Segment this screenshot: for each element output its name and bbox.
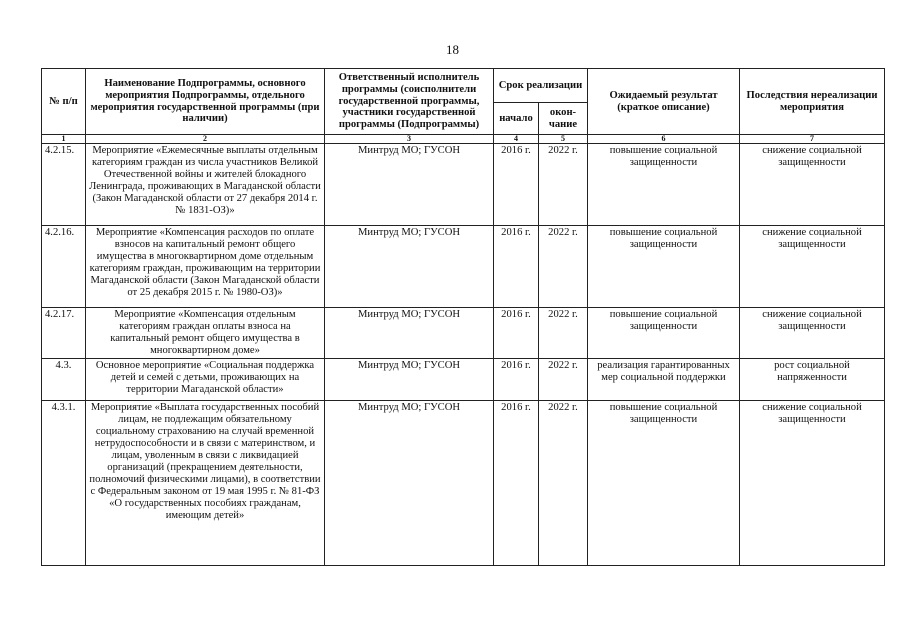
- header-term: Срок реализации: [494, 69, 588, 103]
- header-end: окон-чание: [539, 103, 588, 135]
- row-name: Мероприятие «Ежемесячные выплаты отдельным категориям граждан из числа участников Великой Отечественной войны и жителей блокадного Ленинграда, проживающих в Магаданской области (Закон Магаданской области от 27 декабря 2014 г. № 1831-ОЗ)»: [86, 144, 325, 226]
- row-consequences: рост социальной напряженности: [740, 358, 885, 400]
- row-consequences: снижение социальной защищенности: [740, 144, 885, 226]
- row-number: 4.2.17.: [42, 308, 86, 359]
- row-executor: Минтруд МО; ГУСОН: [325, 400, 494, 565]
- row-result: повышение социальной защищенности: [588, 400, 740, 565]
- row-result: реализация гарантированных мер социальной поддержки: [588, 358, 740, 400]
- row-name: Мероприятие «Компенсация отдельным категориям граждан оплаты взноса на капитальный ремонт общего имущества в многоквартирном доме»: [86, 308, 325, 359]
- row-name: Основное мероприятие «Социальная поддержка детей и семей с детьми, проживающих на территории Магаданской области»: [86, 358, 325, 400]
- table-body: [42, 144, 885, 566]
- row-consequences: снижение социальной защищенности: [740, 400, 885, 565]
- row-name: Мероприятие «Выплата государственных пособий лицам, не подлежащим обязательному социальному страхованию на случай временной нетрудоспособности и в связи с материнством, и лицам, уволенным в связи с ликвидацией организаций (прекращением деятельности, полномочий физическими лицами), в соответствии с Федеральным законом от 19 мая 1995 г. № 81-ФЗ «О государственных пособиях гражданам, имеющим детей»: [86, 400, 325, 565]
- row-number: 4.3.: [42, 358, 86, 400]
- column-number: 2: [86, 135, 325, 144]
- row-start: 2016 г.: [494, 358, 539, 400]
- header-result: Ожидаемый результат (краткое описание): [588, 69, 740, 135]
- row-executor: Минтруд МО; ГУСОН: [325, 226, 494, 308]
- row-number: 4.2.16.: [42, 226, 86, 308]
- table-row: [42, 144, 885, 226]
- row-start: 2016 г.: [494, 144, 539, 226]
- row-number: 4.3.1.: [42, 400, 86, 565]
- row-end: 2022 г.: [539, 226, 588, 308]
- table-header: [42, 69, 885, 144]
- table-row: [42, 308, 885, 359]
- column-number: 6: [588, 135, 740, 144]
- table-row: [42, 400, 885, 565]
- row-start: 2016 г.: [494, 308, 539, 359]
- header-num: № п/п: [42, 69, 86, 135]
- column-number: 5: [539, 135, 588, 144]
- column-number: 4: [494, 135, 539, 144]
- column-number: 7: [740, 135, 885, 144]
- row-consequences: снижение социальной защищенности: [740, 308, 885, 359]
- row-result: повышение социальной защищенности: [588, 144, 740, 226]
- row-end: 2022 г.: [539, 144, 588, 226]
- column-number-row: [42, 135, 885, 144]
- page-number: 18: [446, 42, 459, 57]
- row-start: 2016 г.: [494, 226, 539, 308]
- row-end: 2022 г.: [539, 358, 588, 400]
- row-executor: Минтруд МО; ГУСОН: [325, 358, 494, 400]
- row-end: 2022 г.: [539, 308, 588, 359]
- header-start: начало: [494, 103, 539, 135]
- column-number: 3: [325, 135, 494, 144]
- row-number: 4.2.15.: [42, 144, 86, 226]
- row-result: повышение социальной защищенности: [588, 308, 740, 359]
- row-executor: Минтруд МО; ГУСОН: [325, 144, 494, 226]
- header-executor: Ответственный исполнитель программы (соисполнители государственной программы, участники государственной программы (Подпрограммы): [325, 69, 494, 135]
- row-name: Мероприятие «Компенсация расходов по оплате взносов на капитальный ремонт общего имущества в многоквартирном доме отдельным категориям граждан, проживающим на территории Магаданской области (Закон Магаданской области от 25 декабря 2015 г. № 1980-ОЗ)»: [86, 226, 325, 308]
- row-end: 2022 г.: [539, 400, 588, 565]
- row-consequences: снижение социальной защищенности: [740, 226, 885, 308]
- table-row: [42, 358, 885, 400]
- header-consequences: Последствия нереализации мероприятия: [740, 69, 885, 135]
- header-name: Наименование Подпрограммы, основного мероприятия Подпрограммы, отдельного мероприятия государственной программы (при наличии): [86, 69, 325, 135]
- row-start: 2016 г.: [494, 400, 539, 565]
- row-result: повышение социальной защищенности: [588, 226, 740, 308]
- row-executor: Минтруд МО; ГУСОН: [325, 308, 494, 359]
- table-row: [42, 226, 885, 308]
- column-number: 1: [42, 135, 86, 144]
- program-table: [41, 68, 885, 566]
